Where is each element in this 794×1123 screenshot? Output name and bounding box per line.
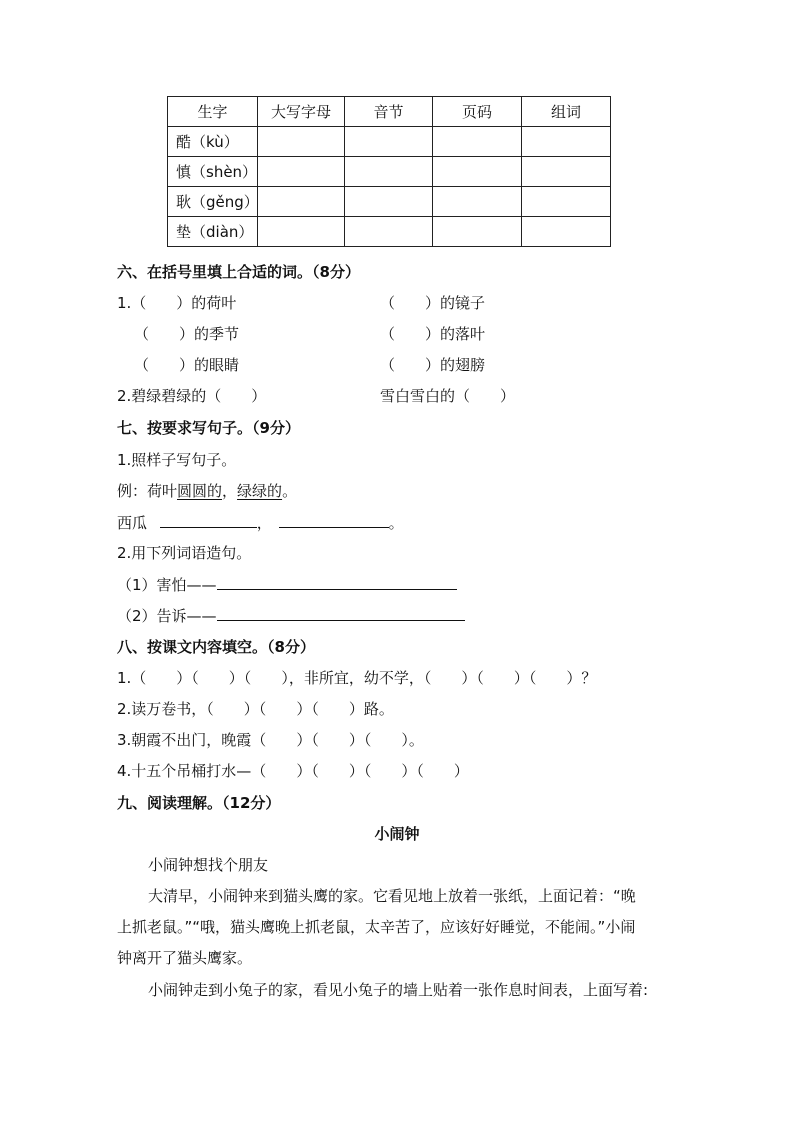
- answer-cell[interactable]: [345, 187, 433, 217]
- question-text: 1.照样子写句子。: [117, 451, 237, 469]
- section6-title: 六、在括号里填上合适的词。（8分）: [117, 263, 360, 281]
- answer-blank[interactable]: [279, 513, 389, 528]
- header-cell: 生字: [168, 97, 258, 127]
- char-cell: 耿（gěng）: [168, 187, 258, 217]
- fill-item: （ ）的季节: [134, 325, 240, 343]
- answer-blank[interactable]: [217, 606, 465, 621]
- answer-blank[interactable]: [217, 575, 457, 590]
- answer-cell[interactable]: [258, 187, 345, 217]
- fill-item: 雪白雪白的（ ）: [380, 387, 516, 405]
- answer-cell[interactable]: [345, 157, 433, 187]
- section7-title: 七、按要求写句子。（9分）: [117, 419, 300, 437]
- header-cell: 页码: [433, 97, 522, 127]
- word-label: 西瓜: [117, 514, 148, 532]
- fill-item: （ ）的翅膀: [380, 356, 486, 374]
- sentence-line: [117, 575, 457, 595]
- word-label: （2）告诉——: [117, 607, 217, 625]
- answer-cell[interactable]: [433, 127, 522, 157]
- fill-item: 1.（ ）的荷叶: [117, 294, 237, 312]
- story-title: 小闹钟: [374, 825, 420, 843]
- answer-cell[interactable]: [522, 217, 611, 247]
- table-row: [168, 187, 611, 217]
- fill-item: （ ）的落叶: [380, 325, 486, 343]
- answer-cell[interactable]: [345, 127, 433, 157]
- question-text: 2.用下列词语造句。: [117, 544, 252, 562]
- char-cell: 酷（kù）: [168, 127, 258, 157]
- example-sentence: [117, 481, 297, 501]
- answer-cell[interactable]: [522, 187, 611, 217]
- word-label: （1）害怕——: [117, 576, 217, 594]
- section9-title: 九、阅读理解。（12分）: [117, 794, 281, 812]
- answer-cell[interactable]: [433, 217, 522, 247]
- punct: ，: [256, 514, 272, 532]
- char-cell: 慎（shèn）: [168, 157, 258, 187]
- answer-cell[interactable]: [522, 157, 611, 187]
- table-row: [168, 127, 611, 157]
- answer-cell[interactable]: [345, 217, 433, 247]
- header-cell: 大写字母: [258, 97, 345, 127]
- fill-item: （ ）的眼睛: [134, 356, 240, 374]
- sentence-line: [117, 513, 404, 533]
- story-line: 钟离开了猫头鹰家。: [117, 949, 253, 967]
- table-row: [168, 217, 611, 247]
- fill-line: 3.朝霞不出门，晚霞（ ）（ ）（ ）。: [117, 731, 424, 749]
- table-row: [168, 157, 611, 187]
- header-cell: 组词: [522, 97, 611, 127]
- fill-line: 4.十五个吊桶打水—（ ）（ ）（ ）（ ）: [117, 762, 469, 780]
- story-line: 上抓老鼠。”“哦，猫头鹰晚上抓老鼠，太辛苦了，应该好好睡觉，不能闹。”小闹: [117, 918, 636, 936]
- fill-line: 1.（ ）（ ）（ ），非所宜，幼不学，（ ）（ ）（ ）？: [117, 669, 597, 687]
- table-header-row: [168, 97, 611, 127]
- fill-item: 2.碧绿碧绿的（ ）: [117, 387, 267, 405]
- header-cell: 音节: [345, 97, 433, 127]
- story-paragraph: 小闹钟想找个朋友: [148, 856, 269, 874]
- story-line: 大清早，小闹钟来到猫头鹰的家。它看见地上放着一张纸，上面记着：“晚: [148, 887, 636, 905]
- answer-cell[interactable]: [258, 127, 345, 157]
- punct: 。: [388, 514, 404, 532]
- example-underline: 圆圆的: [177, 482, 223, 500]
- story-line: 小闹钟走到小兔子的家，看见小兔子的墙上贴着一张作息时间表，上面写着:: [148, 981, 649, 999]
- example-comma: ，: [222, 482, 238, 500]
- answer-cell[interactable]: [433, 157, 522, 187]
- section8-title: 八、按课文内容填空。（8分）: [117, 638, 315, 656]
- character-table: [167, 96, 611, 247]
- sentence-line: [117, 606, 465, 626]
- example-prefix: 例：荷叶: [117, 482, 178, 500]
- answer-cell[interactable]: [522, 127, 611, 157]
- char-cell: 垫（diàn）: [168, 217, 258, 247]
- answer-cell[interactable]: [258, 157, 345, 187]
- answer-cell[interactable]: [258, 217, 345, 247]
- fill-line: 2.读万卷书，（ ）（ ）（ ）路。: [117, 700, 394, 718]
- fill-item: （ ）的镜子: [380, 294, 486, 312]
- example-underline: 绿绿的: [237, 482, 283, 500]
- answer-cell[interactable]: [433, 187, 522, 217]
- answer-blank[interactable]: [160, 513, 257, 528]
- example-end: 。: [282, 482, 298, 500]
